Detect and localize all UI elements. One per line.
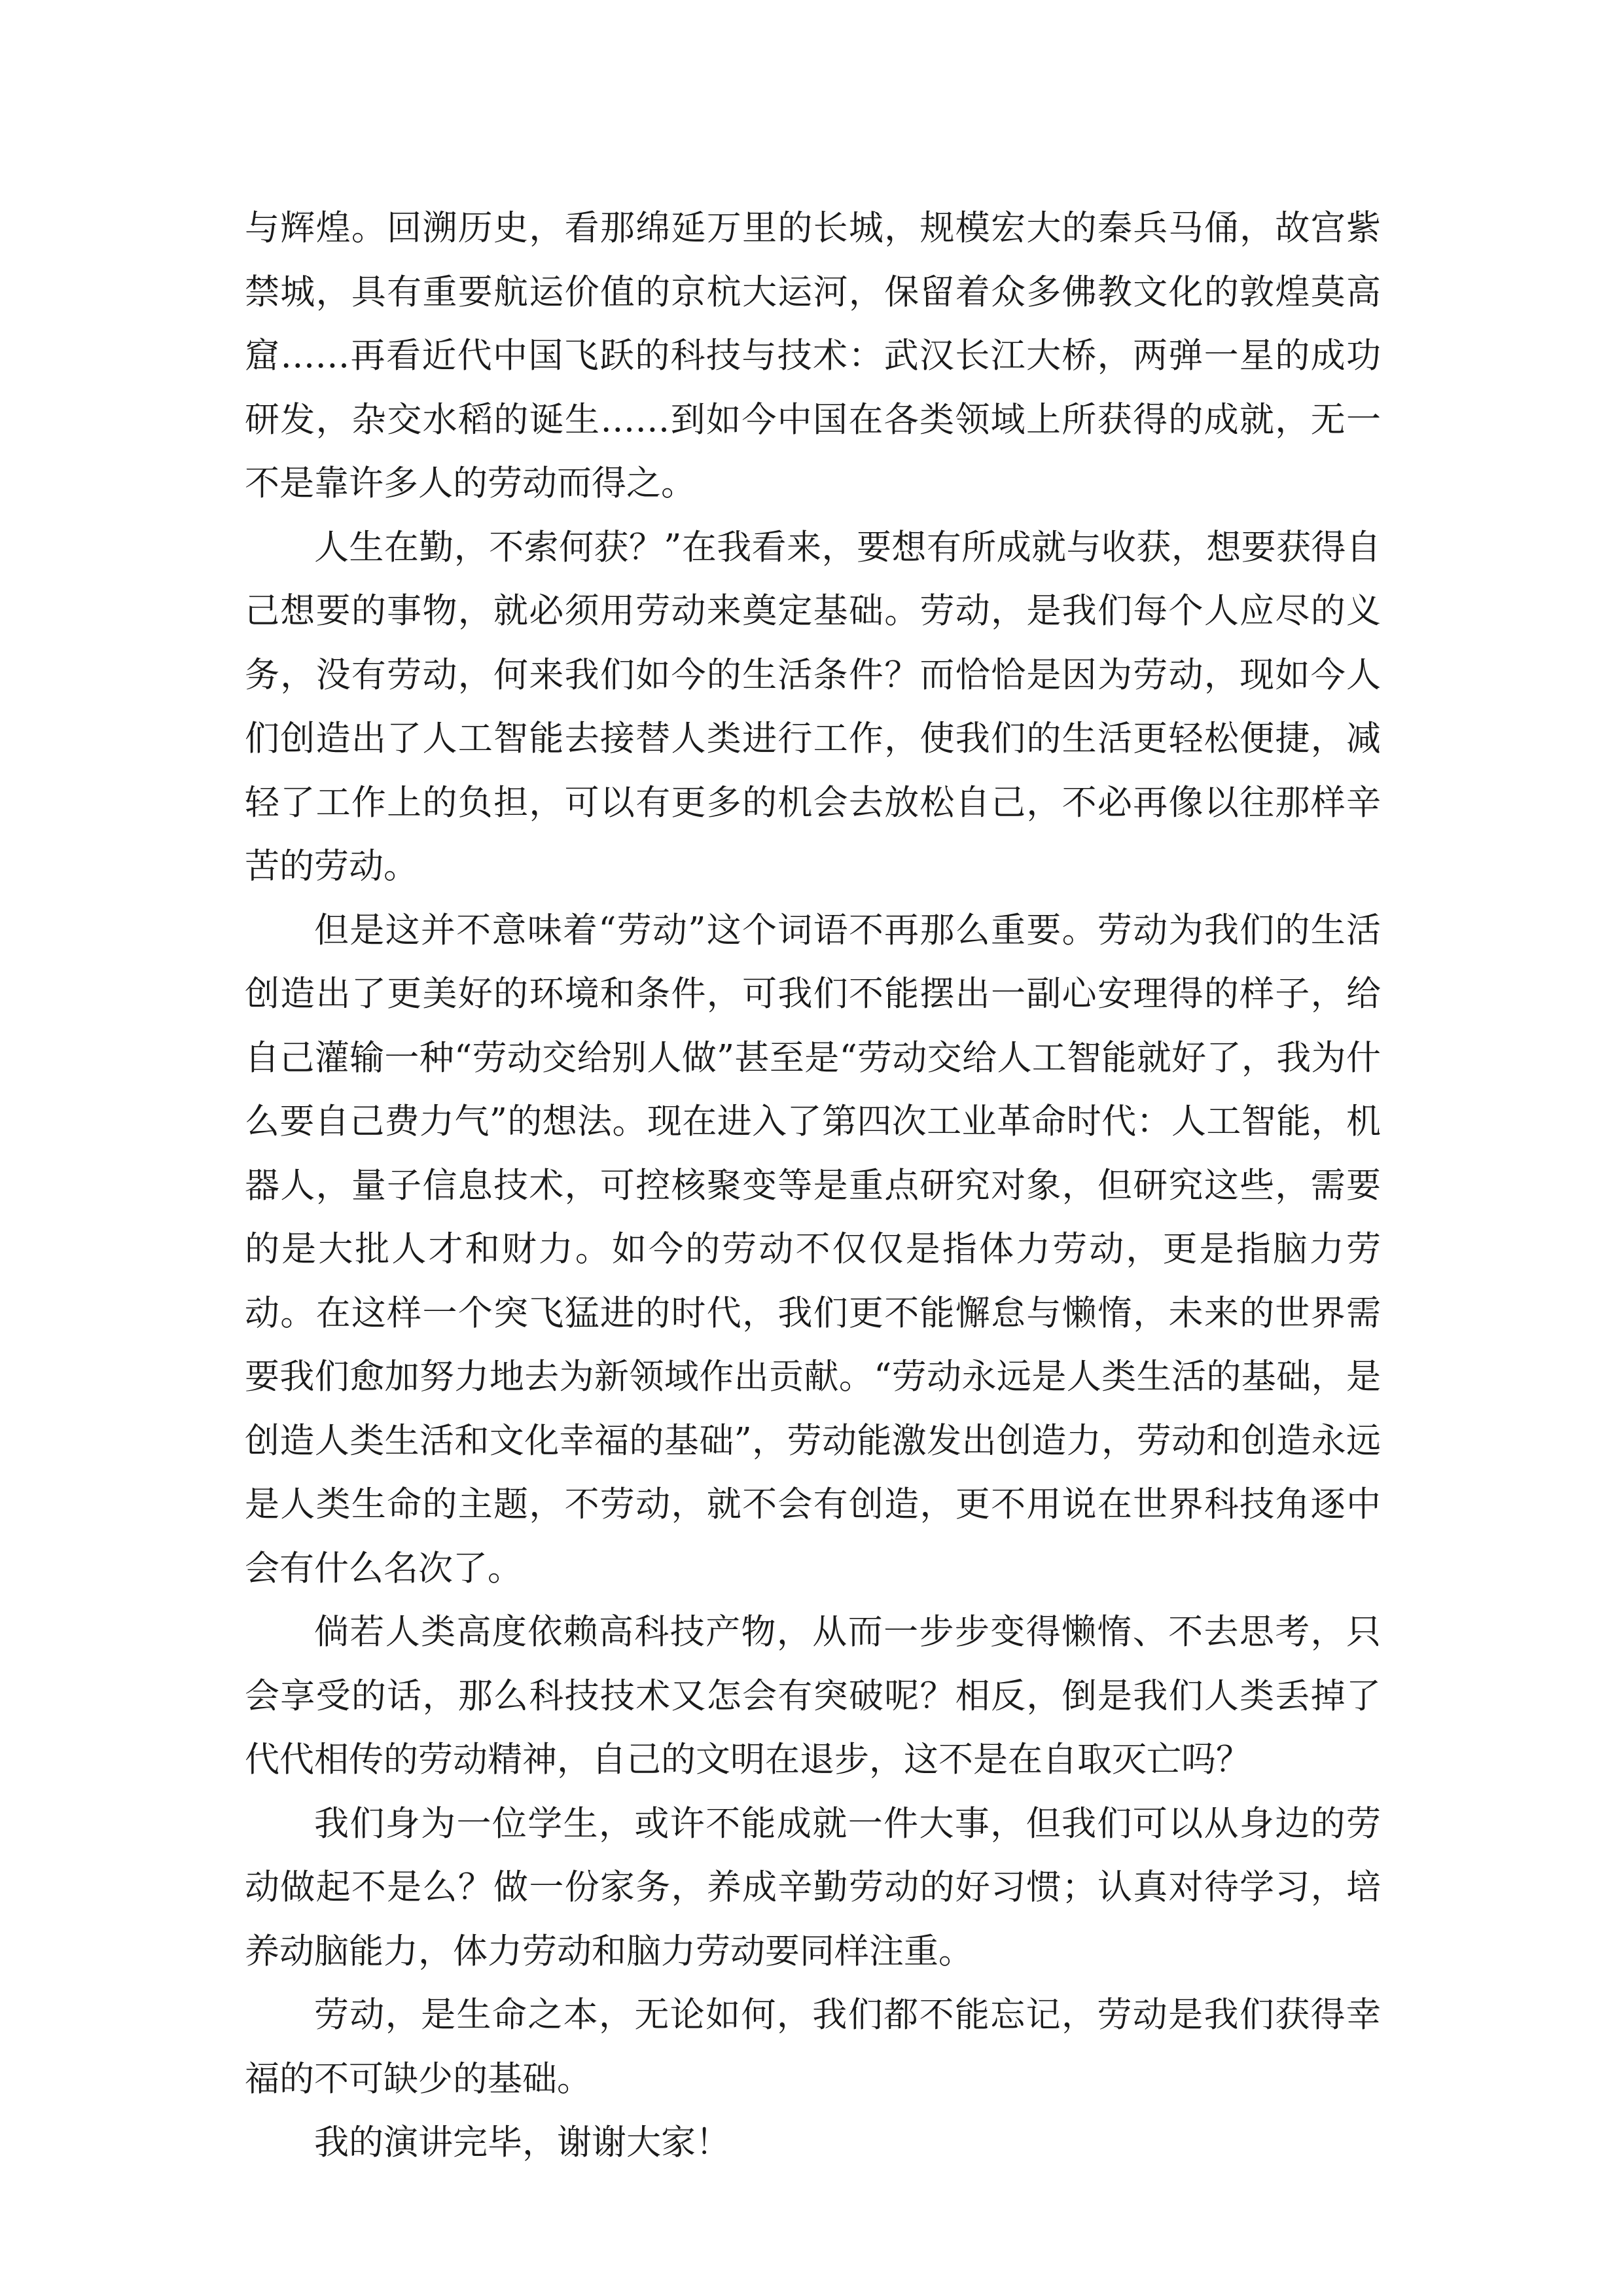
paragraph-closing: 我的演讲完毕，谢谢大家！ [314, 2123, 730, 2162]
paragraph-history: 与辉煌。回溯历史，看那绵延万里的长城，规模宏大的秦兵马俑，故宫紫禁城，具有重要航运价值的京杭大运河，保留着众多佛教文化的敦煌莫高窟……再看近代中国飞跃的科技与技术：武汉长江大桥，两弹一星的成功研发，杂交水稻的诞生……到如今中国在各类领域上所获得的成就，无一不是靠许多人的劳动而得之。 [245, 208, 1381, 503]
paragraph-diligence: 人生在勤，不索何获？”在我看来，要想有所成就与收获，想要获得自己想要的事物，就必须用劳动来奠定基础。劳动，是我们每个人应尽的义务，没有劳动，何来我们如今的生活条件？而恰恰是因为劳动，现如今人们创造出了人工智能去接替人类进行工作，使我们的生活更轻松便捷，减轻了工作上的负担，可以有更多的机会去放松自己，不必再像以往那样辛苦的劳动。 [245, 527, 1381, 886]
paragraph-conclusion: 劳动，是生命之本，无论如何，我们都不能忘记，劳动是我们获得幸福的不可缺少的基础。 [245, 1995, 1381, 2099]
paragraph-importance-of-labor: 但是这并不意味着“劳动”这个词语不再那么重要。劳动为我们的生活创造出了更美好的环境和条件，可我们不能摆出一副心安理得的样子，给自己灌输一种“劳动交给别人做”甚至是“劳动交给人工智能就好了，我为什么要自己费力气”的想法。现在进入了第四次工业革命时代：人工智能，机器人，量子信息技术，可控核聚变等是重点研究对象，但研究这些，需要的是大批人才和财力。如今的劳动不仅仅是指体力劳动，更是指脑力劳动。在这样一个突飞猛进的时代，我们更不能懈怠与懒惰，未来的世界需要我们愈加努力地去为新领域作出贡献。“劳动永远是人类生活的基础，是创造人类生活和文化幸福的基础”，劳动能激发出创造力，劳动和创造永远是人类生命的主题，不劳动，就不会有创造，更不用说在世界科技角逐中会有什么名次了。 [245, 910, 1381, 1588]
paragraph-student-role: 我们身为一位学生，或许不能成就一件大事，但我们可以从身边的劳动做起不是么？做一份家务，养成辛勤劳动的好习惯；认真对待学习，培养动脑能力，体力劳动和脑力劳动要同样注重。 [245, 1803, 1381, 1971]
speech-body [245, 196, 1381, 2175]
paragraph-technology-dependence: 倘若人类高度依赖高科技产物，从而一步步变得懒惰、不去思考，只会享受的话，那么科技技术又怎会有突破呢？相反，倒是我们人类丢掉了代代相传的劳动精神，自己的文明在退步，这不是在自取灭亡吗？ [245, 1612, 1381, 1780]
